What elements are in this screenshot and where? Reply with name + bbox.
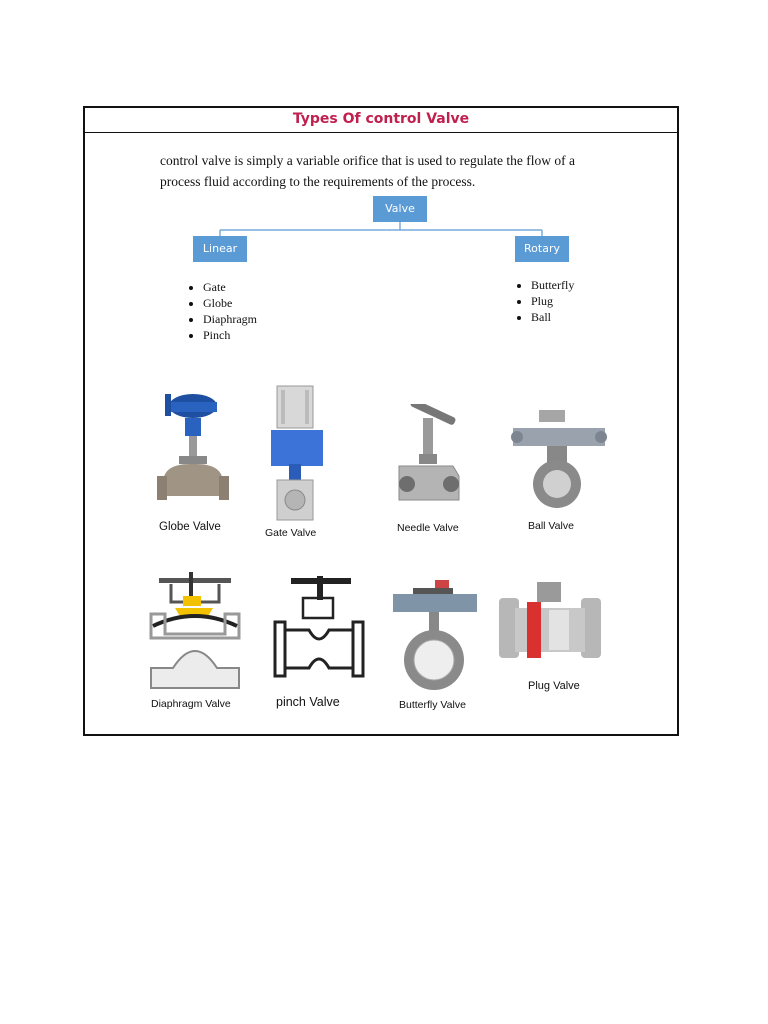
diaphragm-valve-label: Diaphragm Valve (151, 698, 231, 710)
tree-connectors (85, 108, 681, 278)
rotary-box: Rotary (515, 236, 569, 262)
list-item: • Gate (203, 279, 257, 295)
pinch-valve-label: pinch Valve (276, 695, 340, 709)
pinch-valve-image (273, 574, 365, 690)
valve-types-box: Valve types (373, 196, 427, 222)
diaphragm-valve-image (149, 568, 241, 696)
butterfly-valve-label: Butterfly Valve (399, 699, 466, 711)
globe-valve-image (155, 388, 230, 518)
plug-valve-image (497, 580, 603, 680)
list-item: • Plug (531, 293, 574, 309)
list-item: • Ball (531, 309, 574, 325)
list-item: • Butterfly (531, 277, 574, 293)
list-item: • Diaphragm (203, 311, 257, 327)
document-frame (83, 106, 679, 736)
ball-valve-label: Ball Valve (528, 520, 574, 532)
rotary-type-list (517, 277, 574, 325)
list-item: • Globe (203, 295, 257, 311)
globe-valve-label: Globe Valve (159, 521, 221, 533)
needle-valve-image (393, 404, 463, 514)
needle-valve-label: Needle Valve (397, 522, 459, 534)
list-item: • Pinch (203, 327, 257, 343)
plug-valve-label: Plug Valve (528, 680, 580, 692)
butterfly-valve-image (391, 578, 479, 696)
gate-valve-image (267, 384, 327, 524)
page-title: Types Of control Valve (85, 108, 677, 133)
ball-valve-image (509, 408, 609, 513)
gate-valve-label: Gate Valve (265, 527, 317, 539)
linear-box: Linear (193, 236, 247, 262)
intro-paragraph: control valve is simply a variable orifice that is used to regulate the flow of a process fluid according to the requirements of the process. (160, 153, 575, 189)
linear-type-list (189, 279, 257, 343)
